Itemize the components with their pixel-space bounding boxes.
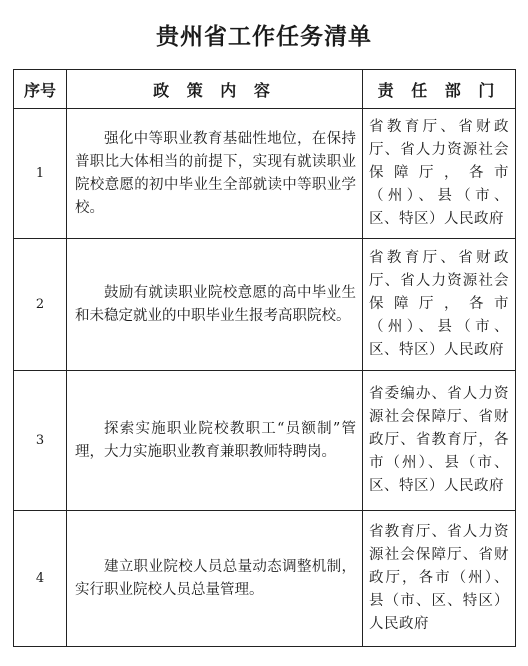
table-row <box>14 511 516 647</box>
table-row <box>14 371 516 511</box>
row-policy-content: 探索实施职业院校教职工“员额制”管理，大力实施职业教育兼职教师特聘岗。 <box>67 371 363 511</box>
row-policy-content: 建立职业院校人员总量动态调整机制，实行职业院校人员总量管理。 <box>67 511 363 647</box>
table-row <box>14 109 516 239</box>
header-seq: 序号 <box>14 70 67 109</box>
header-policy: 政 策 内 容 <box>67 70 363 109</box>
task-table <box>13 69 516 647</box>
row-seq: 3 <box>14 371 67 511</box>
header-dept: 责 任 部 门 <box>363 70 516 109</box>
table-row <box>14 239 516 371</box>
row-seq: 2 <box>14 239 67 371</box>
row-seq: 4 <box>14 511 67 647</box>
page-title: 贵州省工作任务清单 <box>156 24 372 50</box>
row-seq: 1 <box>14 109 67 239</box>
row-responsible-dept: 省教育厅、省财政厅、省人力资源社会保障厅，各市（州）、县（市、区、特区）人民政府 <box>363 109 516 239</box>
row-responsible-dept: 省教育厅、省财政厅、省人力资源社会保障厅，各市（州）、县（市、区、特区）人民政府 <box>363 239 516 371</box>
table-header-row <box>14 70 516 109</box>
row-policy-content: 鼓励有就读职业院校意愿的高中毕业生和未稳定就业的中职毕业生报考高职院校。 <box>67 239 363 371</box>
row-policy-content: 强化中等职业教育基础性地位，在保持普职比大体相当的前提下，实现有就读职业院校意愿的初中毕业生全部就读中等职业学校。 <box>67 109 363 239</box>
row-responsible-dept: 省教育厅、省人力资源社会保障厅、省财政厅，各市（州）、县（市、区、特区）人民政府 <box>363 511 516 647</box>
row-responsible-dept: 省委编办、省人力资源社会保障厅、省财政厅、省教育厅，各市（州）、县（市、区、特区）人民政府 <box>363 371 516 511</box>
